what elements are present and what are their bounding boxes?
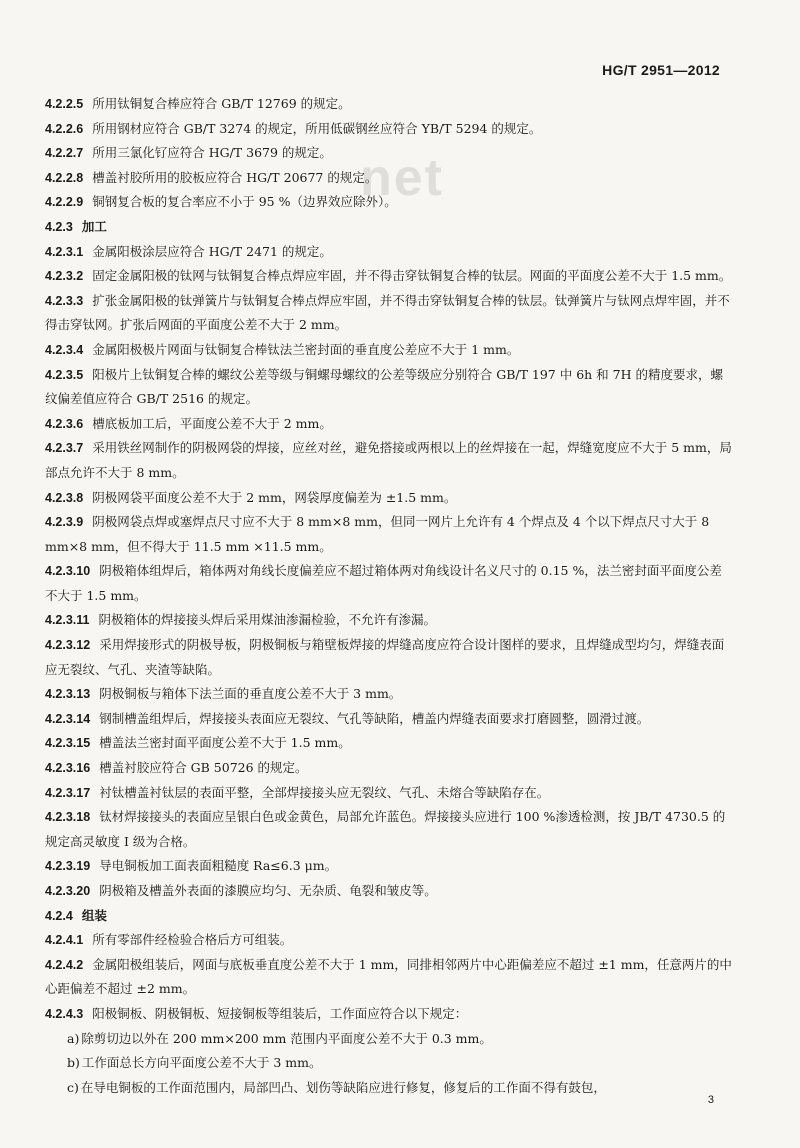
clause-number: 4.2.3.19 [45, 859, 91, 874]
clause-number: 4.2.3.16 [45, 761, 91, 776]
clause-number: 4.2.3.2 [45, 269, 84, 284]
clause-number: 4.2.3.8 [45, 490, 84, 505]
clause-text: 所有零部件经检验合格后方可组装。 [92, 932, 293, 948]
clause-text: 阴极箱体组焊后，箱体两对角线长度偏差应不超过箱体两对角线设计名义尺寸的 0.15 %，法兰密封面平面度公差不大于 1.5 mm。 [45, 563, 722, 603]
clause-text: 阴极网袋平面度公差不大于 2 mm，网袋厚度偏差为 ±1.5 mm。 [92, 489, 457, 505]
clause-4-2-3-10 [45, 559, 733, 608]
clause-number: 4.2.3.18 [45, 810, 91, 825]
clause-number: 4.2.3.12 [45, 638, 91, 653]
clause-4-2-3-15 [45, 731, 733, 756]
clause-text: 金属阳极涂层应符合 HG/T 2471 的规定。 [92, 243, 332, 259]
list-text: 除剪切边以外在 200 mm×200 mm 范围内平面度公差不大于 0.3 mm。 [81, 1030, 492, 1046]
clause-text: 金属阳极极片网面与钛铜复合棒钛法兰密封面的垂直度公差应不大于 1 mm。 [92, 341, 520, 357]
clause-text: 阴极铜板与箱体下法兰面的垂直度公差不大于 3 mm。 [99, 686, 402, 702]
clause-text: 槽底板加工后，平面度公差不大于 2 mm。 [92, 415, 332, 431]
clause-number: 4.2.2.8 [45, 170, 84, 185]
clause-text: 固定金属阳极的钛网与钛铜复合棒点焊应牢固，并不得击穿钛铜复合棒的钛层。网面的平面度公差不大于 1.5 mm。 [92, 268, 732, 284]
clause-number: 4.2.2.9 [45, 195, 84, 210]
clause-4-2-3-2 [45, 264, 733, 289]
clause-4-2-3-6 [45, 412, 733, 437]
watermark: net [360, 149, 444, 207]
list-label: b) [67, 1055, 80, 1071]
clause-text: 阳极铜板、阴极铜板、短接铜板等组装后，工作面应符合以下规定： [92, 1005, 468, 1021]
clause-4-2-3-13 [45, 682, 733, 707]
clause-number: 4.2.2.7 [45, 146, 84, 161]
list-text: 在导电铜板的工作面范围内，局部凹凸、划伤等缺陷应进行修复，修复后的工作面不得有鼓包， [80, 1079, 606, 1095]
clause-number: 4.2.3.1 [45, 244, 84, 259]
clause-4-2-3-16 [45, 756, 733, 781]
list-text: 工作面总长方向平面度公差不大于 3 mm。 [81, 1055, 322, 1071]
clause-4-2-3-3 [45, 289, 733, 338]
clause-number: 4.2.3.5 [45, 367, 84, 382]
clause-number: 4.2.3.10 [45, 564, 91, 579]
clause-text: 衬钛槽盖衬钛层的表面平整，全部焊接接头应无裂纹、气孔、未熔合等缺陷存在。 [99, 784, 550, 800]
clause-4-2-3-18 [45, 805, 733, 854]
clause-text: 所用钢材应符合 GB/T 3274 的规定，所用低碳钢丝应符合 YB/T 5294 的规定。 [92, 120, 542, 136]
clause-number: 4.2.3.11 [45, 613, 90, 628]
list-item-b [67, 1051, 733, 1076]
list-label: a) [67, 1030, 80, 1046]
clause-4-2-3-7 [45, 436, 733, 485]
clause-text: 阳极片上钛铜复合棒的螺纹公差等级与铜螺母螺纹的公差等级应分别符合 GB/T 197 中 6h 和 7H 的精度要求，螺纹偏差值应符合 GB/T 2516 的规定。 [45, 366, 723, 407]
clause-4-2-4-1 [45, 928, 733, 953]
clause-4-2-2-9 [45, 190, 733, 215]
clause-4-2-2-7 [45, 141, 733, 166]
clause-4-2-3-12 [45, 633, 733, 682]
clause-number: 4.2.3.4 [45, 342, 84, 357]
clause-4-2-2-8 [45, 166, 733, 191]
clause-text: 采用铁丝网制作的阴极网袋的焊接，应丝对丝，避免搭接或两根以上的丝焊接在一起，焊缝宽度应不大于 5 mm，局部点允许不大于 8 mm。 [45, 440, 732, 480]
clause-number: 4.2.3 [45, 219, 73, 234]
clause-4-2-3-11 [45, 608, 733, 633]
clause-number: 4.2.3.7 [45, 441, 84, 456]
page-number: 3 [707, 1094, 714, 1106]
clause-number: 4.2.4 [45, 908, 73, 923]
clause-number: 4.2.3.6 [45, 416, 84, 431]
clause-4-2-3-9 [45, 510, 733, 559]
clause-4-2-3-4 [45, 338, 733, 363]
clause-number: 4.2.4.1 [45, 933, 84, 948]
clause-text: 所用三氯化钌应符合 HG/T 3679 的规定。 [92, 145, 332, 161]
clause-text: 导电铜板加工面表面粗糙度 Ra≤6.3 μm。 [99, 858, 338, 874]
clause-text: 阴极网袋点焊或塞焊点尺寸应不大于 8 mm×8 mm，但同一网片上允许有 4 个焊点及 4 个以下焊点尺寸大于 8 mm×8 mm，但不得大于 11.5 mm ×11.5 mm。 [45, 514, 710, 554]
clause-text: 所用钛铜复合棒应符合 GB/T 12769 的规定。 [92, 96, 351, 111]
clause-number: 4.2.4.3 [45, 1006, 84, 1021]
standard-code: HG/T 2951—2012 [602, 62, 720, 78]
clause-4-2-3-19 [45, 854, 733, 879]
clause-text: 钢制槽盖组焊后，焊接接头表面应无裂纹、气孔等缺陷，槽盖内焊缝表面要求打磨圆整，圆滑过渡。 [99, 710, 650, 726]
list-item-a [67, 1027, 733, 1052]
clause-text: 铜钢复合板的复合率应不小于 95 %（边界效应除外）。 [92, 194, 397, 210]
clause-text: 槽盖衬胶应符合 GB 50726 的规定。 [99, 760, 308, 776]
clause-number: 4.2.3.9 [45, 515, 84, 530]
clause-number: 4.2.3.3 [45, 293, 84, 308]
clause-number: 4.2.3.15 [45, 736, 91, 751]
clause-number: 4.2.3.17 [45, 785, 91, 800]
clause-4-2-3-20 [45, 879, 733, 904]
clause-text: 采用焊接形式的阴极导板，阴极铜板与箱壁板焊接的焊缝高度应符合设计图样的要求，且焊缝成型均匀，焊缝表面应无裂纹、气孔、夹渣等缺陷。 [45, 637, 725, 677]
list-item-c [67, 1076, 733, 1101]
clause-text: 槽盖衬胶所用的胶板应符合 HG/T 20677 的规定。 [92, 169, 378, 185]
clause-4-2-2-5 [45, 92, 733, 117]
section-heading-4-2-4 [45, 904, 733, 929]
clause-number: 4.2.3.20 [45, 884, 91, 898]
clause-text: 金属阳极组装后，网面与底板垂直度公差不大于 1 mm，同排相邻两片中心距偏差应不超过 ±1 mm，任意两片的中心距偏差不超过 ±2 mm。 [45, 956, 732, 997]
section-heading-4-2-3 [45, 215, 733, 240]
clause-4-2-3-1 [45, 240, 733, 265]
list-label: c) [67, 1079, 79, 1095]
clause-4-2-4-3 [45, 1002, 733, 1027]
clause-4-2-2-6 [45, 117, 733, 142]
clause-number: 4.2.3.14 [45, 711, 91, 726]
clause-number: 4.2.3.13 [45, 687, 91, 702]
clause-4-2-3-14 [45, 707, 733, 732]
clause-4-2-3-8 [45, 486, 733, 511]
clause-text: 阴极箱及槽盖外表面的漆膜应均匀、无杂质、龟裂和皱皮等。 [99, 883, 437, 898]
clause-text: 扩张金属阳极的钛弹簧片与钛铜复合棒点焊应牢固，并不得击穿钛铜复合棒的钛层。钛弹簧片与钛网点焊牢固，并不得击穿钛网。扩张后网面的平面度公差不大于 2 mm。 [45, 292, 730, 333]
clause-4-2-3-17 [45, 781, 733, 806]
clause-text: 阴极箱体的焊接接头焊后采用煤油渗漏检验，不允许有渗漏。 [98, 612, 437, 628]
section-title: 加工 [81, 218, 107, 234]
document-body [45, 92, 733, 1100]
clause-4-2-3-5 [45, 363, 733, 412]
clause-text: 钛材焊接接头的表面应呈银白色或金黄色，局部允许蓝色。焊接接头应进行 100 %渗透检测，按 JB/T 4730.5 的规定高灵敏度 Ⅰ 级为合格。 [45, 809, 726, 849]
clause-4-2-4-2 [45, 953, 733, 1002]
clause-text: 槽盖法兰密封面平面度公差不大于 1.5 mm。 [99, 735, 351, 751]
clause-number: 4.2.2.5 [45, 97, 84, 111]
clause-number: 4.2.2.6 [45, 121, 84, 136]
clause-number: 4.2.4.2 [45, 957, 84, 972]
section-title: 组装 [81, 907, 107, 923]
